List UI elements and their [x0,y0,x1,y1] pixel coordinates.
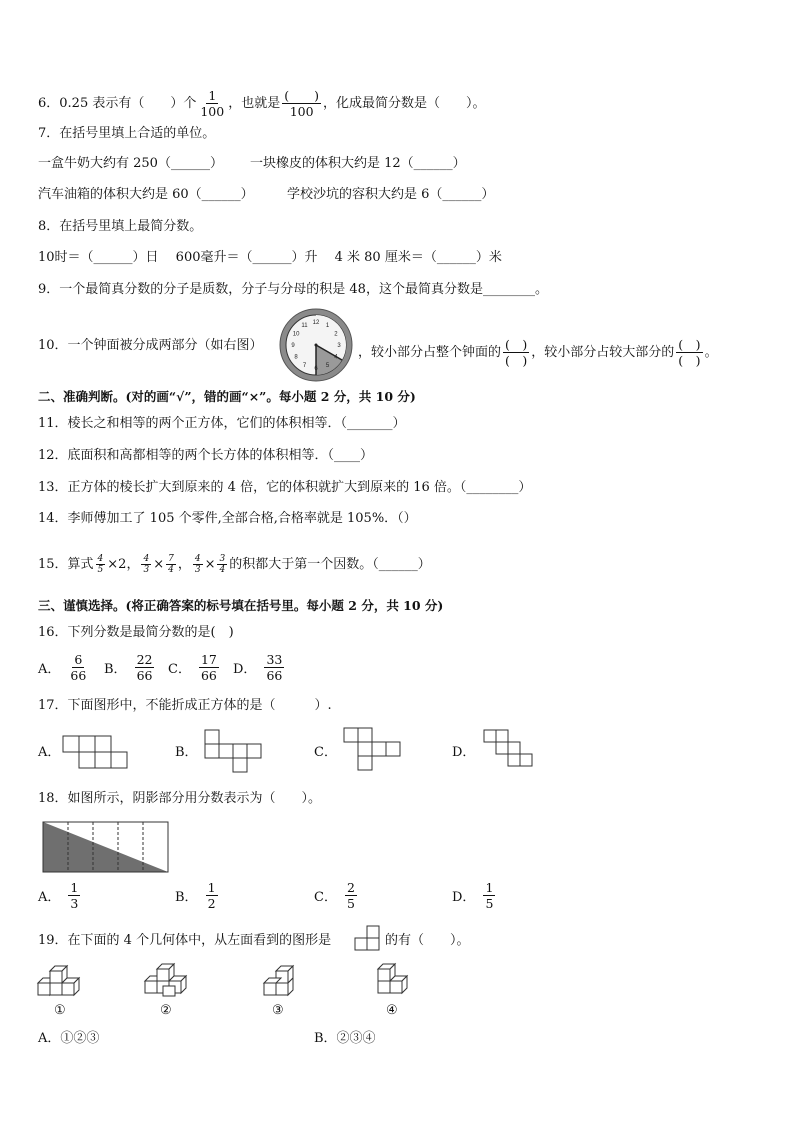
question-11: 11．棱长之和相等的两个正方体，它们的体积相等．（_______） [38,416,406,431]
q10-text3: ，较小部分占较大部分的 [531,345,675,360]
q7-line2a: 汽车油箱的体积大约是 60（______） [38,187,254,202]
section-3-title: 三、谨慎选择。(将正确答案的标号填在括号里。每小题 2 分，共 10 分) [38,598,444,613]
q17-stem: 17．下面图形中，不能折成正方体的是（ ）. [38,698,332,713]
q19-stem-b: 的有（ ）。 [385,933,470,948]
q19-solid-label-3: ③ [272,1003,284,1018]
q7-line1a: 一盒牛奶大约有 250（______） [38,156,223,171]
q19-option-a: A．①②③ [38,1031,100,1046]
q10-fraction-1: $\frac{( )}{( )}$ [505,337,528,368]
q17-label-c: C． [314,745,337,760]
clock-numeral: 9 [291,343,295,349]
clock-numeral: 5 [325,362,330,369]
q18-shaded-rectangle [43,822,169,874]
q17-label-a: A． [38,745,61,760]
q6-text1: 6．0.25 表示有（ ）个 [38,96,197,111]
clock-numeral: 12 [312,320,320,326]
q10-text2: ，较小部分占整个钟面的 [358,345,502,360]
q17-net-a [63,736,127,768]
q19-solid-2 [143,962,191,996]
q16-option-d: D． $\frac{33}{66}$ [233,652,283,683]
clock-numeral: 1 [325,323,330,330]
q16-option-b: B． $\frac{22}{66}$ [104,652,153,683]
q18-option-d: D． $\frac{1}{5}$ [452,880,494,911]
q10-fraction-2: $\frac{( )}{( )}$ [678,337,701,368]
q7-line2b: 学校沙坑的容积大约是 6（______） [287,187,495,202]
q19-option-b: B．②③④ [314,1031,376,1046]
q6-fraction-2: $\frac{( )}{100}$ [284,88,319,119]
question-9: 9．一个最简真分数的分子是质数，分子与分母的积是 48，这个最简真分数是________。 [38,282,548,297]
q7-line1b: 一块橡皮的体积大约是 12（______） [250,156,466,171]
q19-solid-4 [376,962,416,996]
q17-label-b: B． [175,745,198,760]
q10-text1: 10．一个钟面被分成两部分（如右图） [38,338,263,353]
question-6 [38,88,486,119]
clock-numeral: 10 [292,331,300,338]
question-13: 13．正方体的棱长扩大到原来的 4 倍，它的体积就扩大到原来的 16 倍。（________） [38,480,532,495]
q19-stem-a: 19．在下面的 4 个几何体中，从左面看到的图形是 [38,933,332,948]
q19-solid-3 [262,964,302,998]
q17-net-c [344,728,400,770]
q7-title: 7．在括号里填上合适的单位。 [38,126,216,141]
q6-text2: ，也就是 [228,96,281,111]
q18-option-c: C． $\frac{2}{5}$ [314,880,355,911]
q17-net-b [205,730,261,772]
clock-numeral: 4 [334,354,338,361]
question-15: 15．算式 $\frac{4}{5}$ ×2， $\frac{4}{3}$ × $\frac{7}{4}$ ， $\frac{4}{3}$ × $\frac{3}{4}$ 的积都大于第一个因数。（______） [38,554,431,575]
q6-fraction-1: $\frac{1}{100}$ [200,88,225,119]
clock-numeral: 6 [314,366,318,372]
question-12: 12．底面积和高都相等的两个长方体的体积相等．（____） [38,448,374,463]
q19-solid-label-1: ① [54,1003,66,1018]
clock-icon [278,307,354,383]
q6-text3: ，化成最简分数是（ ）。 [323,96,486,111]
clock-numeral: 11 [301,323,308,330]
clock-numeral: 8 [294,354,298,361]
q16-option-c: C． $\frac{17}{66}$ [168,652,217,683]
clock-numeral: 7 [302,362,307,369]
q19-solid-label-4: ④ [386,1003,398,1018]
q17-net-d [484,730,534,770]
q16-option-a: A． $\frac{6}{66}$ [38,652,87,683]
q18-option-a: A． $\frac{1}{3}$ [38,880,79,911]
q16-stem: 16．下列分数是最简分数的是( ) [38,625,234,640]
q17-label-d: D． [452,745,476,760]
clock-numeral: 2 [334,331,338,338]
q10-rest [358,337,718,368]
q8-line: 10时＝（______）日 600毫升＝（______）升 4 米 80 厘米＝（______）米 [38,250,502,265]
section-2-title: 二、准确判断。(对的画“√”，错的画“×”。每小题 2 分，共 10 分) [38,389,416,404]
q18-option-b: B． $\frac{1}{2}$ [175,880,216,911]
clock-numeral: 3 [337,343,341,349]
q19-left-view-shape [354,926,380,950]
q19-solid-label-2: ② [160,1003,172,1018]
q8-title: 8．在括号里填上最简分数。 [38,219,203,234]
q19-solid-1 [36,964,84,998]
q10-text4: 。 [704,345,718,360]
q18-stem: 18．如图所示，阴影部分用分数表示为（ ）。 [38,791,322,806]
question-14: 14．李师傅加工了 105 个零件,全部合格,合格率就是 105%．（） [38,511,417,526]
